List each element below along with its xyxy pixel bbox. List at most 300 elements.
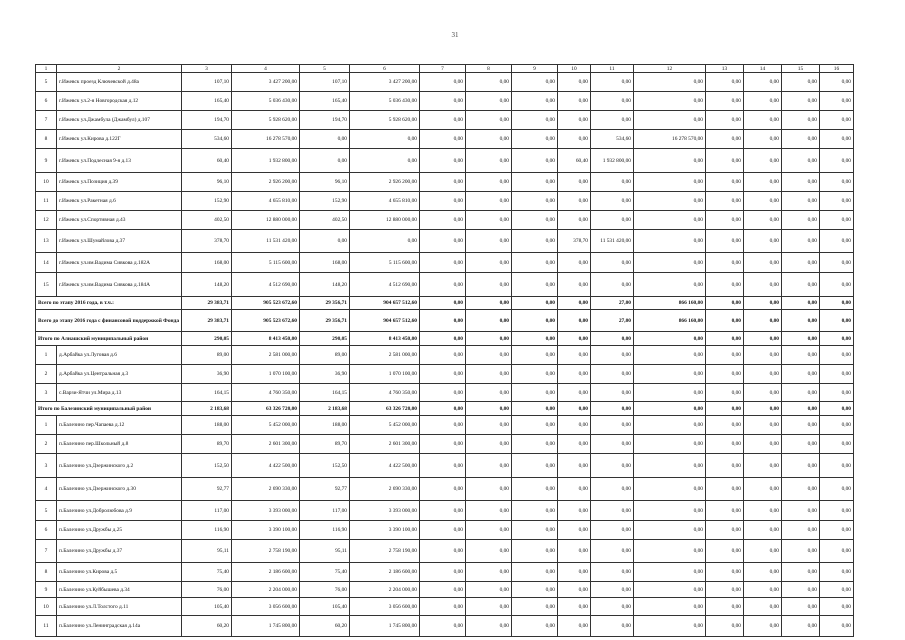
value-cell: 0,00 (744, 253, 782, 273)
value-cell: 0,00 (558, 521, 591, 540)
value-cell: 0,00 (466, 435, 512, 454)
value-cell: 92,77 (300, 478, 350, 501)
column-number-row (36, 65, 854, 73)
value-cell: 0,00 (634, 332, 706, 346)
value-cell: 0,00 (706, 253, 744, 273)
value-cell: 11 531 420,00 (591, 230, 634, 253)
address-cell: г.Ижевск ул.2-я Новгородская д.12 (57, 92, 182, 111)
value-cell: 0,00 (744, 598, 782, 616)
value-cell: 0,00 (634, 501, 706, 521)
table-row (36, 478, 854, 501)
value-cell: 2 186 600,00 (350, 563, 420, 582)
value-cell: 194,70 (182, 111, 232, 130)
value-cell: 164,15 (300, 384, 350, 402)
value-cell: 0,00 (512, 616, 558, 637)
value-cell: 0,00 (558, 211, 591, 230)
value-cell: 0,00 (591, 365, 634, 384)
value-cell: 0,00 (420, 130, 466, 149)
value-cell: 0,00 (558, 384, 591, 402)
row-number: 10 (36, 173, 57, 192)
value-cell: 0,00 (820, 192, 854, 211)
value-cell: 0,00 (558, 253, 591, 273)
value-cell: 0,00 (820, 332, 854, 346)
value-cell: 60,20 (182, 616, 232, 637)
table-row (36, 582, 854, 598)
value-cell: 0,00 (634, 616, 706, 637)
value-cell: 0,00 (466, 310, 512, 332)
value-cell: 0,00 (420, 111, 466, 130)
value-cell: 0,00 (466, 478, 512, 501)
value-cell: 0,00 (512, 540, 558, 563)
table-row (36, 211, 854, 230)
value-cell: 0,00 (782, 230, 820, 253)
value-cell: 0,00 (744, 173, 782, 192)
column-number: 2 (57, 65, 182, 73)
value-cell: 0,00 (706, 384, 744, 402)
value-cell: 0,00 (512, 130, 558, 149)
value-cell: 0,00 (558, 332, 591, 346)
value-cell: 3 427 200,00 (232, 73, 300, 92)
address-cell: п.Балезино ул.Куйбышева д.34 (57, 582, 182, 598)
value-cell: 0,00 (744, 273, 782, 297)
value-cell: 0,00 (744, 211, 782, 230)
value-cell: 0,00 (706, 598, 744, 616)
value-cell: 0,00 (782, 598, 820, 616)
value-cell: 0,00 (512, 73, 558, 92)
row-number: 12 (36, 211, 57, 230)
table-row (36, 540, 854, 563)
value-cell: 29 356,71 (300, 310, 350, 332)
value-cell: 0,00 (706, 616, 744, 637)
value-cell: 117,00 (182, 501, 232, 521)
value-cell: 11 531 420,00 (232, 230, 300, 253)
value-cell: 0,00 (420, 582, 466, 598)
value-cell: 0,00 (591, 384, 634, 402)
value-cell: 0,00 (591, 273, 634, 297)
value-cell: 0,00 (706, 92, 744, 111)
value-cell: 0,00 (512, 173, 558, 192)
value-cell: 0,00 (820, 521, 854, 540)
value-cell: 4 512 690,00 (350, 273, 420, 297)
address-cell: п.Балезино ул.Добролюбова д.9 (57, 501, 182, 521)
value-cell: 152,90 (300, 192, 350, 211)
value-cell: 0,00 (300, 230, 350, 253)
value-cell: 165,40 (182, 92, 232, 111)
value-cell: 0,00 (634, 149, 706, 173)
value-cell: 148,20 (182, 273, 232, 297)
value-cell: 0,00 (420, 402, 466, 416)
value-cell: 0,00 (706, 501, 744, 521)
table-row (36, 454, 854, 478)
value-cell: 0,00 (820, 582, 854, 598)
value-cell: 117,00 (300, 501, 350, 521)
table-row (36, 111, 854, 130)
row-number: 8 (36, 130, 57, 149)
value-cell: 2 690 330,00 (232, 478, 300, 501)
value-cell: 8 413 450,00 (232, 332, 300, 346)
value-cell: 8 413 450,00 (350, 332, 420, 346)
value-cell: 0,00 (558, 130, 591, 149)
value-cell: 36,90 (300, 365, 350, 384)
value-cell: 0,00 (820, 402, 854, 416)
address-cell: г.Ижевск ул.Кирова д.122Г (57, 130, 182, 149)
value-cell: 0,00 (634, 273, 706, 297)
address-cell: г.Ижевск ул.Позиция д.39 (57, 173, 182, 192)
value-cell: 0,00 (558, 310, 591, 332)
value-cell: 95,11 (182, 540, 232, 563)
value-cell: 0,00 (591, 478, 634, 501)
value-cell: 12 880 000,00 (350, 211, 420, 230)
value-cell: 29 356,71 (300, 297, 350, 310)
value-cell: 29 383,71 (182, 310, 232, 332)
value-cell: 76,00 (300, 582, 350, 598)
value-cell: 0,00 (744, 111, 782, 130)
value-cell: 0,00 (466, 192, 512, 211)
column-number: 7 (420, 65, 466, 73)
value-cell: 0,00 (634, 402, 706, 416)
value-cell: 0,00 (782, 454, 820, 478)
value-cell: 2 758 190,00 (232, 540, 300, 563)
value-cell: 0,00 (591, 616, 634, 637)
value-cell: 0,00 (820, 111, 854, 130)
value-cell: 3 427 200,00 (350, 73, 420, 92)
value-cell: 4 422 500,00 (232, 454, 300, 478)
value-cell: 89,00 (182, 346, 232, 365)
value-cell: 0,00 (558, 297, 591, 310)
value-cell: 0,00 (706, 582, 744, 598)
value-cell: 0,00 (706, 435, 744, 454)
value-cell: 905 523 672,60 (232, 297, 300, 310)
value-cell: 0,00 (420, 598, 466, 616)
value-cell: 0,00 (512, 454, 558, 478)
value-cell: 152,90 (182, 192, 232, 211)
row-number: 5 (36, 501, 57, 521)
value-cell: 0,00 (782, 384, 820, 402)
row-number: 5 (36, 73, 57, 92)
value-cell: 4 655 810,00 (232, 192, 300, 211)
column-number: 5 (300, 65, 350, 73)
value-cell: 0,00 (512, 416, 558, 435)
value-cell: 0,00 (466, 402, 512, 416)
value-cell: 5 036 430,00 (350, 92, 420, 111)
value-cell: 0,00 (512, 211, 558, 230)
value-cell: 5 452 000,00 (350, 416, 420, 435)
value-cell: 60,40 (182, 149, 232, 173)
value-cell: 0,00 (744, 297, 782, 310)
value-cell: 0,00 (512, 346, 558, 365)
value-cell: 0,00 (634, 454, 706, 478)
value-cell: 378,70 (558, 230, 591, 253)
value-cell: 378,70 (182, 230, 232, 253)
value-cell: 0,00 (591, 435, 634, 454)
value-cell: 0,00 (744, 416, 782, 435)
total-row (36, 402, 854, 416)
value-cell: 4 760 350,00 (350, 384, 420, 402)
value-cell: 0,00 (820, 346, 854, 365)
address-cell: с.Варзи-Ятчи ул.Мира д.13 (57, 384, 182, 402)
value-cell: 2 183,68 (182, 402, 232, 416)
value-cell: 2 581 000,00 (350, 346, 420, 365)
value-cell: 0,00 (591, 73, 634, 92)
value-cell: 0,00 (744, 521, 782, 540)
value-cell: 0,00 (466, 253, 512, 273)
value-cell: 0,00 (512, 521, 558, 540)
value-cell: 0,00 (782, 435, 820, 454)
address-cell: п.Балезино пер.Школьный д.8 (57, 435, 182, 454)
value-cell: 0,00 (634, 92, 706, 111)
value-cell: 0,00 (591, 402, 634, 416)
value-cell: 5 115 600,00 (350, 253, 420, 273)
value-cell: 0,00 (782, 478, 820, 501)
value-cell: 0,00 (466, 501, 512, 521)
value-cell: 105,40 (182, 598, 232, 616)
value-cell: 0,00 (744, 192, 782, 211)
value-cell: 0,00 (350, 130, 420, 149)
value-cell: 0,00 (706, 73, 744, 92)
column-number: 16 (820, 65, 854, 73)
value-cell: 1 070 100,00 (350, 365, 420, 384)
column-number: 8 (466, 65, 512, 73)
value-cell: 0,00 (591, 211, 634, 230)
value-cell: 16 278 570,00 (634, 130, 706, 149)
table-row (36, 273, 854, 297)
value-cell: 534,60 (182, 130, 232, 149)
value-cell: 2 204 000,00 (232, 582, 300, 598)
value-cell: 188,00 (300, 416, 350, 435)
value-cell: 0,00 (420, 332, 466, 346)
value-cell: 0,00 (512, 365, 558, 384)
value-cell: 0,00 (706, 192, 744, 211)
value-cell: 3 056 600,00 (232, 598, 300, 616)
total-label: Итого по Алнашский муниципальный район (36, 332, 182, 346)
row-number: 1 (36, 416, 57, 435)
value-cell: 0,00 (706, 346, 744, 365)
value-cell: 0,00 (591, 416, 634, 435)
value-cell: 168,00 (300, 253, 350, 273)
value-cell: 0,00 (558, 173, 591, 192)
table-row (36, 92, 854, 111)
row-number: 6 (36, 92, 57, 111)
value-cell: 0,00 (820, 173, 854, 192)
value-cell: 0,00 (782, 346, 820, 365)
value-cell: 0,00 (558, 598, 591, 616)
value-cell: 0,00 (512, 111, 558, 130)
value-cell: 904 657 512,60 (350, 297, 420, 310)
value-cell: 0,00 (466, 92, 512, 111)
value-cell: 0,00 (634, 211, 706, 230)
address-cell: п.Балезино ул.Л.Толстого д.11 (57, 598, 182, 616)
address-cell: п.Балезино ул.Кирова д.5 (57, 563, 182, 582)
value-cell: 0,00 (420, 73, 466, 92)
address-cell: г.Ижевск ул.Подлесная 9-я д.13 (57, 149, 182, 173)
total-row (36, 332, 854, 346)
value-cell: 0,00 (512, 253, 558, 273)
address-cell: г.Ижевск ул.им.Вадима Сивкова д.182А (57, 253, 182, 273)
value-cell: 0,00 (466, 454, 512, 478)
address-cell: д.Арбайка ул.Центральная д.3 (57, 365, 182, 384)
value-cell: 2 601 300,00 (232, 435, 300, 454)
value-cell: 152,50 (300, 454, 350, 478)
value-cell: 0,00 (706, 297, 744, 310)
value-cell: 4 655 810,00 (350, 192, 420, 211)
row-number: 3 (36, 384, 57, 402)
register-table (35, 64, 854, 637)
value-cell: 0,00 (350, 230, 420, 253)
value-cell: 0,00 (634, 521, 706, 540)
value-cell: 5 928 620,00 (350, 111, 420, 130)
value-cell: 0,00 (512, 563, 558, 582)
value-cell: 0,00 (782, 130, 820, 149)
address-cell: г.Ижевск проезд Ключевской д.48а (57, 73, 182, 92)
value-cell: 0,00 (512, 273, 558, 297)
value-cell: 0,00 (782, 332, 820, 346)
value-cell: 0,00 (466, 598, 512, 616)
value-cell: 107,10 (182, 73, 232, 92)
value-cell: 0,00 (558, 435, 591, 454)
value-cell: 0,00 (634, 598, 706, 616)
value-cell: 0,00 (591, 346, 634, 365)
value-cell: 0,00 (300, 149, 350, 173)
value-cell: 0,00 (744, 582, 782, 598)
value-cell: 0,00 (782, 310, 820, 332)
value-cell: 0,00 (782, 416, 820, 435)
value-cell: 0,00 (634, 365, 706, 384)
address-cell: п.Балезино ул.Дружбы д.25 (57, 521, 182, 540)
value-cell: 0,00 (558, 616, 591, 637)
value-cell: 4 760 350,00 (232, 384, 300, 402)
row-number: 11 (36, 616, 57, 637)
row-number: 15 (36, 273, 57, 297)
value-cell: 0,00 (558, 540, 591, 563)
value-cell: 0,00 (744, 478, 782, 501)
value-cell: 0,00 (782, 540, 820, 563)
value-cell: 0,00 (634, 416, 706, 435)
column-number: 6 (350, 65, 420, 73)
value-cell: 0,00 (420, 365, 466, 384)
value-cell: 0,00 (558, 416, 591, 435)
value-cell: 0,00 (591, 521, 634, 540)
value-cell: 0,00 (782, 402, 820, 416)
value-cell: 0,00 (466, 149, 512, 173)
value-cell: 0,00 (744, 332, 782, 346)
value-cell: 0,00 (706, 521, 744, 540)
value-cell: 0,00 (782, 149, 820, 173)
value-cell: 2 690 330,00 (350, 478, 420, 501)
value-cell: 0,00 (744, 384, 782, 402)
address-cell: п.Балезино ул.Дзержинского д.2 (57, 454, 182, 478)
table-row (36, 253, 854, 273)
address-cell: г.Ижевск ул.Шумайлова д.37 (57, 230, 182, 253)
value-cell: 76,00 (182, 582, 232, 598)
value-cell: 0,00 (820, 598, 854, 616)
row-number: 3 (36, 454, 57, 478)
value-cell: 0,00 (782, 582, 820, 598)
value-cell: 5 115 600,00 (232, 253, 300, 273)
value-cell: 2 926 200,00 (350, 173, 420, 192)
column-number: 4 (232, 65, 300, 73)
value-cell: 2 581 000,00 (232, 346, 300, 365)
value-cell: 0,00 (820, 616, 854, 637)
value-cell: 0,00 (820, 454, 854, 478)
value-cell: 0,00 (782, 111, 820, 130)
value-cell: 905 523 672,60 (232, 310, 300, 332)
value-cell: 0,00 (744, 346, 782, 365)
value-cell: 27,00 (591, 297, 634, 310)
value-cell: 0,00 (591, 173, 634, 192)
value-cell: 168,00 (182, 253, 232, 273)
total-label: Всего по этапу 2016 года, в т.ч.: (36, 297, 182, 310)
address-cell: г.Ижевск ул.Спортивная д.43 (57, 211, 182, 230)
value-cell: 0,00 (782, 501, 820, 521)
value-cell: 3 393 000,00 (232, 501, 300, 521)
value-cell: 2 183,68 (300, 402, 350, 416)
value-cell: 0,00 (782, 365, 820, 384)
value-cell: 0,00 (466, 130, 512, 149)
value-cell: 0,00 (706, 478, 744, 501)
value-cell: 0,00 (820, 563, 854, 582)
value-cell: 2 758 190,00 (350, 540, 420, 563)
value-cell: 0,00 (706, 563, 744, 582)
value-cell: 0,00 (512, 402, 558, 416)
value-cell: 0,00 (420, 454, 466, 478)
value-cell: 0,00 (558, 273, 591, 297)
value-cell: 3 390 100,00 (350, 521, 420, 540)
value-cell: 0,00 (706, 273, 744, 297)
value-cell: 0,00 (558, 582, 591, 598)
total-label: Итого по Балезинский муниципальный район (36, 402, 182, 416)
value-cell: 16 278 570,00 (232, 130, 300, 149)
value-cell: 0,00 (706, 173, 744, 192)
row-number: 9 (36, 582, 57, 598)
value-cell: 0,00 (820, 211, 854, 230)
value-cell: 0,00 (820, 384, 854, 402)
value-cell: 0,00 (744, 501, 782, 521)
value-cell: 0,00 (420, 416, 466, 435)
address-cell: г.Ижевск ул.Джамбула (Джамбул) д.107 (57, 111, 182, 130)
value-cell: 0,00 (744, 563, 782, 582)
value-cell: 1 745 800,00 (350, 616, 420, 637)
value-cell: 0,00 (706, 540, 744, 563)
table-row (36, 346, 854, 365)
value-cell: 402,50 (182, 211, 232, 230)
value-cell: 0,00 (820, 273, 854, 297)
row-number: 1 (36, 346, 57, 365)
value-cell: 89,70 (300, 435, 350, 454)
value-cell: 0,00 (420, 253, 466, 273)
value-cell: 0,00 (744, 616, 782, 637)
value-cell: 0,00 (420, 501, 466, 521)
total-label: Всего до этапу 2016 года с финансовой поддержкой Фонда (36, 310, 182, 332)
value-cell: 0,00 (420, 211, 466, 230)
value-cell: 0,00 (634, 173, 706, 192)
value-cell: 0,00 (782, 297, 820, 310)
value-cell: 0,00 (420, 478, 466, 501)
value-cell: 0,00 (512, 230, 558, 253)
value-cell: 904 657 512,60 (350, 310, 420, 332)
table-row (36, 365, 854, 384)
value-cell: 12 880 000,00 (232, 211, 300, 230)
value-cell: 0,00 (820, 435, 854, 454)
value-cell: 0,00 (512, 192, 558, 211)
table-row (36, 521, 854, 540)
value-cell: 0,00 (466, 230, 512, 253)
value-cell: 0,00 (782, 211, 820, 230)
value-cell: 3 056 600,00 (350, 598, 420, 616)
column-number: 1 (36, 65, 57, 73)
table-row (36, 173, 854, 192)
column-number: 3 (182, 65, 232, 73)
value-cell: 2 601 300,00 (350, 435, 420, 454)
